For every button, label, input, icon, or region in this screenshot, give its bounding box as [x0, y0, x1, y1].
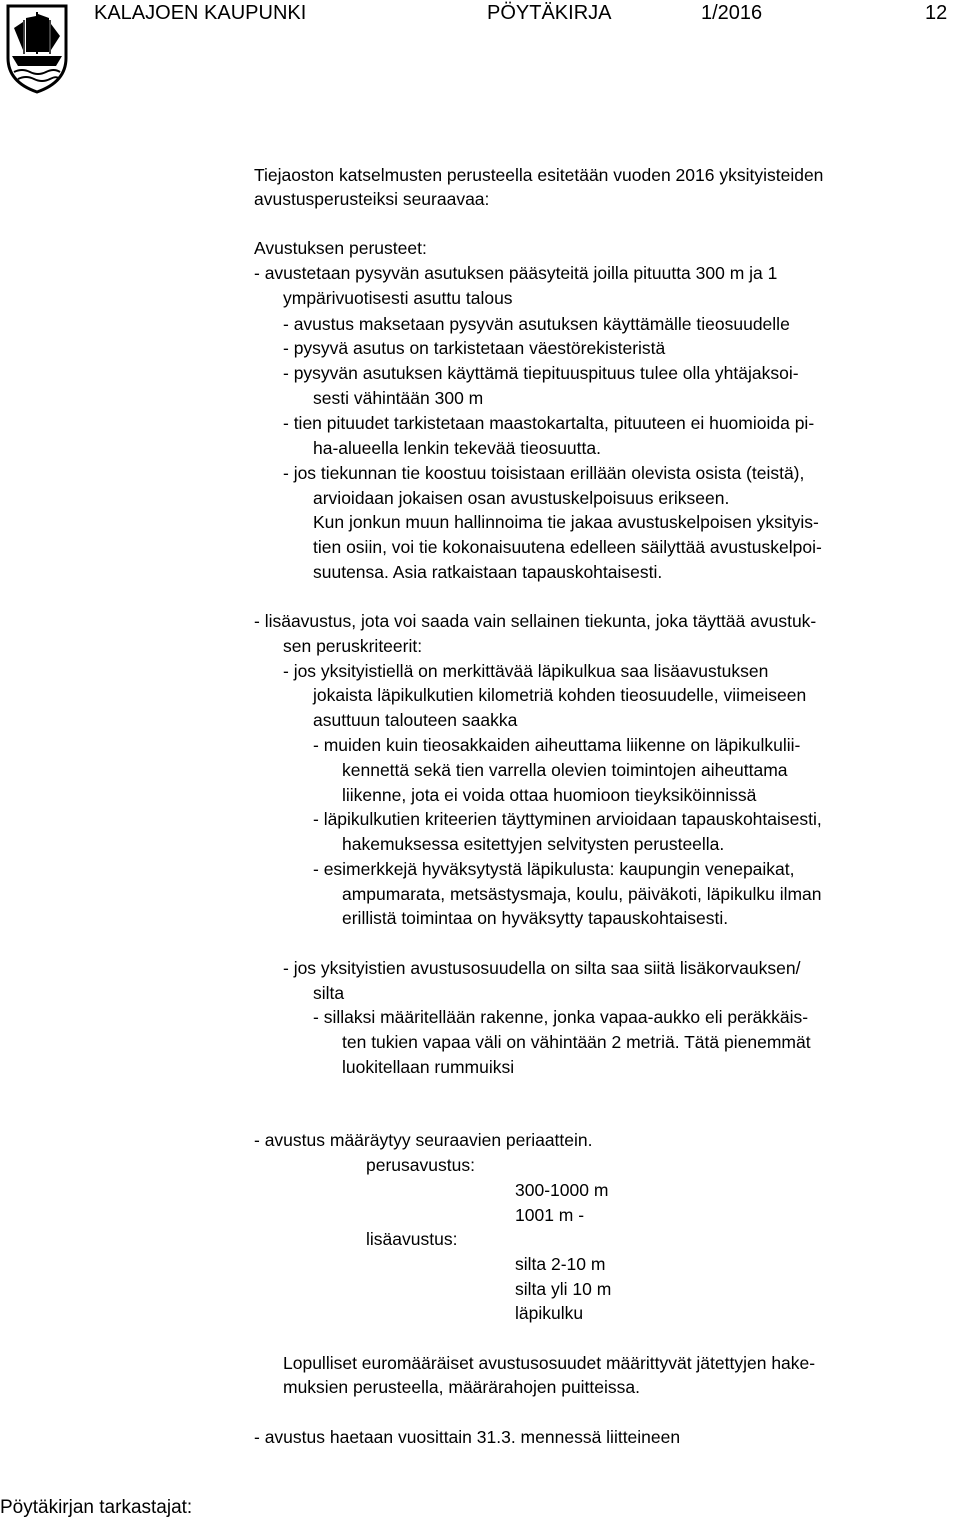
list-item-continuation: ha-alueella lenkin tekevää tieosuutta.: [313, 438, 601, 458]
organization-name: KALAJOEN KAUPUNKI: [94, 2, 307, 24]
lisaavustus-label: lisäavustus:: [366, 1229, 458, 1249]
list-item-continuation: luokitellaan rummuiksi: [342, 1057, 515, 1077]
list-item: - avustetaan pysyvän asutuksen pääsyteitä joilla pituutta 300 m ja 1: [254, 263, 778, 283]
page-number: 12: [925, 2, 948, 24]
list-item-continuation: ten tukien vapaa väli on vähintään 2 metriä. Tätä pienemmät: [342, 1032, 811, 1052]
list-item: - muiden kuin tieosakkaiden aiheuttama liikenne on läpikulkulii-: [313, 735, 801, 755]
list-item: - jos yksityistiellä on merkittävää läpikulkua saa lisäavustuksen: [283, 661, 769, 681]
list-item: - lisäavustus, jota voi saada vain sellainen tiekunta, joka täyttää avustuk-: [254, 611, 817, 631]
list-item-continuation: jokaista läpikulkutien kilometriä kohden tieosuudelle, viimeiseen: [313, 685, 807, 705]
list-item-continuation: ampumarata, metsästysmaja, koulu, päiväkoti, läpikulku ilman: [342, 884, 822, 904]
list-item: - pysyvän asutuksen käyttämä tiepituuspituus tulee olla yhtäjaksoi-: [283, 363, 799, 383]
list-item-continuation: liikenne, jota ei voida ottaa huomioon tieyksiköinnissä: [342, 785, 757, 805]
lisaavustus-item: silta 2-10 m: [515, 1254, 606, 1274]
list-item: - jos tiekunnan tie koostuu toisistaan erillään olevista osista (teistä),: [283, 463, 805, 483]
lisaavustus-item: läpikulku: [515, 1303, 584, 1323]
list-item: - avustus haetaan vuosittain 31.3. mennessä liitteineen: [254, 1427, 681, 1447]
list-item: - läpikulkutien kriteerien täyttyminen arvioidaan tapauskohtaisesti,: [313, 809, 822, 829]
list-item-continuation: silta: [313, 983, 345, 1003]
list-item: - tien pituudet tarkistetaan maastokartalta, pituuteen ei huomioida pi-: [283, 413, 815, 433]
list-item-continuation: arvioidaan jokaisen osan avustuskelpoisuus erikseen.: [313, 488, 730, 508]
document-number: 1/2016: [701, 2, 763, 24]
paragraph-line: tien osiin, voi tie kokonaisuutena edelleen säilyttää avustuskelpoi-: [313, 537, 822, 557]
list-item: - sillaksi määritellään rakenne, jonka vapaa-aukko eli peräkkäis-: [313, 1007, 809, 1027]
intro-line: avustusperusteiksi seuraavaa:: [254, 189, 490, 209]
list-item-continuation: erillistä toimintaa on hyväksytty tapauskohtaisesti.: [342, 908, 729, 928]
list-item-continuation: asuttuun talouteen saakka: [313, 710, 518, 730]
list-item-continuation: hakemuksessa esitettyjen selvitysten perusteella.: [342, 834, 725, 854]
list-item: - jos yksityistien avustusosuudella on silta saa siitä lisäkorvauksen/: [283, 958, 801, 978]
list-item-continuation: sen peruskriteerit:: [283, 636, 423, 656]
intro-line: Tiejaoston katselmusten perusteella esitetään vuoden 2016 yksityisteiden: [254, 165, 824, 185]
list-item: - avustus maksetaan pysyvän asutuksen käyttämälle tieosuudelle: [283, 314, 790, 334]
list-item-continuation: sesti vähintään 300 m: [313, 388, 484, 408]
perusavustus-item: 300-1000 m: [515, 1180, 609, 1200]
list-item-continuation: kennettä sekä tien varrella olevien toimintojen aiheuttama: [342, 760, 788, 780]
lisaavustus-item: silta yli 10 m: [515, 1279, 612, 1299]
list-item: - esimerkkejä hyväksytystä läpikulusta: kaupungin venepaikat,: [313, 859, 795, 879]
ship-crest-icon: [4, 2, 70, 94]
footer-label: Pöytäkirjan tarkastajat:: [0, 1497, 193, 1518]
list-item: - pysyvä asutus on tarkistetaan väestörekisteristä: [283, 338, 666, 358]
paragraph-line: muksien perusteella, määrärahojen puitteissa.: [283, 1377, 640, 1397]
paragraph-line: Lopulliset euromääräiset avustusosuudet määrittyvät jätettyjen hake-: [283, 1353, 816, 1373]
perusavustus-label: perusavustus:: [366, 1155, 475, 1175]
list-item-continuation: ympärivuotisesti asuttu talous: [283, 288, 513, 308]
paragraph-line: suutensa. Asia ratkaistaan tapauskohtaisesti.: [313, 562, 663, 582]
perusavustus-item: 1001 m -: [515, 1205, 585, 1225]
section-heading: Avustuksen perusteet:: [254, 238, 427, 258]
document-type: PÖYTÄKIRJA: [487, 2, 612, 24]
list-item: - avustus määräytyy seuraavien periaattein.: [254, 1130, 593, 1150]
paragraph-line: Kun jonkun muun hallinnoima tie jakaa avustuskelpoisen yksityis-: [313, 512, 819, 532]
